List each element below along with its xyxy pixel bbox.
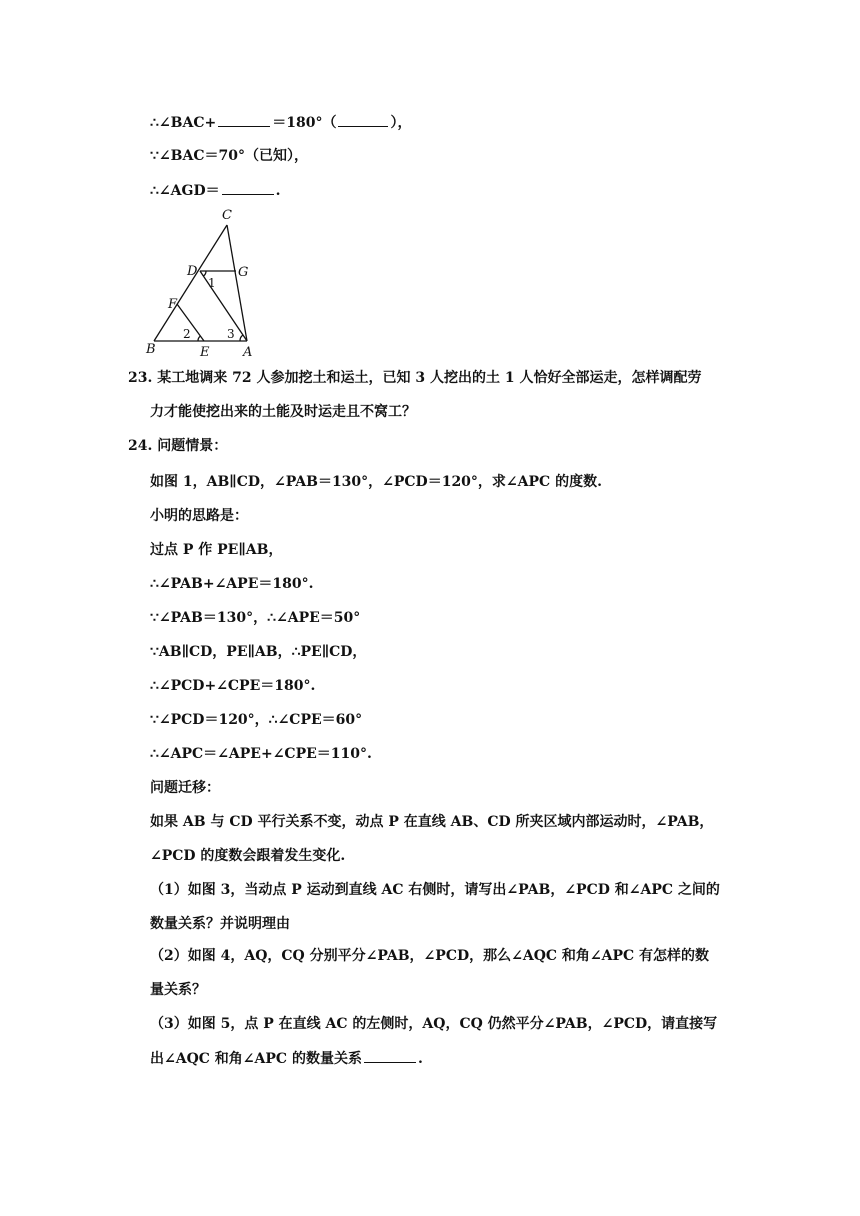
q24-line: ∵AB∥CD，PE∥AB，∴PE∥CD， — [150, 644, 367, 660]
question-number: 23. — [128, 370, 153, 386]
q24-line: ∴∠APC＝∠APE+∠CPE＝110°. — [150, 746, 372, 762]
label-a: A — [243, 345, 253, 360]
label-angle-1: 1 — [208, 276, 216, 290]
q24-line: 小明的思路是： — [150, 508, 248, 524]
question-text: . — [417, 1051, 423, 1067]
question-number: 24. — [128, 438, 153, 454]
q24-line: 问题迁移： — [150, 780, 220, 796]
angle-2-arc — [198, 336, 201, 341]
proof-line-3 — [150, 180, 280, 201]
answer-blank[interactable] — [364, 1048, 416, 1063]
proof-line-1 — [150, 112, 411, 133]
answer-blank[interactable] — [222, 180, 274, 195]
proof-text: ∴∠AGD＝ — [150, 183, 220, 199]
angle-1-arc — [204, 271, 207, 276]
label-g: G — [238, 265, 249, 280]
question-title: 问题情景： — [157, 438, 228, 454]
q24-line: ∵∠PAB＝130°，∴∠APE＝50° — [150, 610, 361, 626]
question-text: 出∠AQC 和角∠APC 的数量关系 — [150, 1051, 362, 1067]
label-angle-2: 2 — [183, 327, 191, 341]
label-c: C — [222, 208, 232, 223]
q24-line: ∴∠PCD+∠CPE＝180°. — [150, 678, 316, 694]
question-text: 某工地调来 72 人参加挖土和运土，已知 3 人挖出的土 1 人恰好全部运走，怎样调配劳 — [157, 370, 702, 386]
label-b: B — [146, 342, 156, 357]
proof-line-2: ∵∠BAC＝70°（已知）， — [150, 148, 308, 164]
label-f: F — [168, 297, 178, 312]
question-23-line-2: 力才能使挖出来的土能及时运走且不窝工？ — [150, 404, 416, 420]
q24-line: 如图 1，AB∥CD，∠PAB＝130°，∠PCD＝120°，求∠APC 的度数. — [150, 474, 602, 490]
q24-last-line — [150, 1048, 423, 1069]
q24-line: ∵∠PCD＝120°，∴∠CPE＝60° — [150, 712, 363, 728]
geometry-figure — [142, 205, 264, 365]
answer-blank[interactable] — [218, 112, 270, 127]
label-angle-3: 3 — [227, 327, 235, 341]
question-23 — [128, 368, 701, 388]
question-24 — [128, 436, 227, 456]
q24-line: 量关系？ — [150, 982, 206, 998]
angle-3-arc — [240, 335, 243, 341]
q24-subquestion-2: （2）如图 4，AQ，CQ 分别平分∠PAB，∠PCD，那么∠AQC 和角∠APC 有怎样的数 — [150, 948, 710, 964]
q24-line: ∴∠PAB+∠APE＝180°. — [150, 576, 314, 592]
label-d: D — [187, 264, 198, 279]
proof-text: ）， — [390, 115, 412, 131]
q24-subquestion-3: （3）如图 5，点 P 在直线 AC 的左侧时，AQ，CQ 仍然平分∠PAB，∠PCD，请直接写 — [150, 1016, 718, 1032]
proof-text: . — [275, 183, 281, 199]
q24-subquestion-1: （1）如图 3，当动点 P 运动到直线 AC 右侧时，请写出∠PAB，∠PCD 和∠APC 之间的 — [150, 882, 720, 898]
side-ca — [227, 225, 247, 341]
reason-blank[interactable] — [338, 112, 388, 127]
q24-line: 数量关系？并说明理由 — [150, 916, 290, 932]
label-e: E — [200, 345, 210, 360]
proof-text: ＝180°（ — [272, 115, 337, 131]
proof-text: ∴∠BAC+ — [150, 115, 217, 131]
q24-line: 过点 P 作 PE∥AB， — [150, 542, 283, 558]
q24-line: 如果 AB 与 CD 平行关系不变，动点 P 在直线 AB、CD 所夹区域内部运动时，∠PAB， — [150, 814, 714, 830]
q24-line: ∠PCD 的度数会跟着发生变化. — [150, 848, 346, 864]
